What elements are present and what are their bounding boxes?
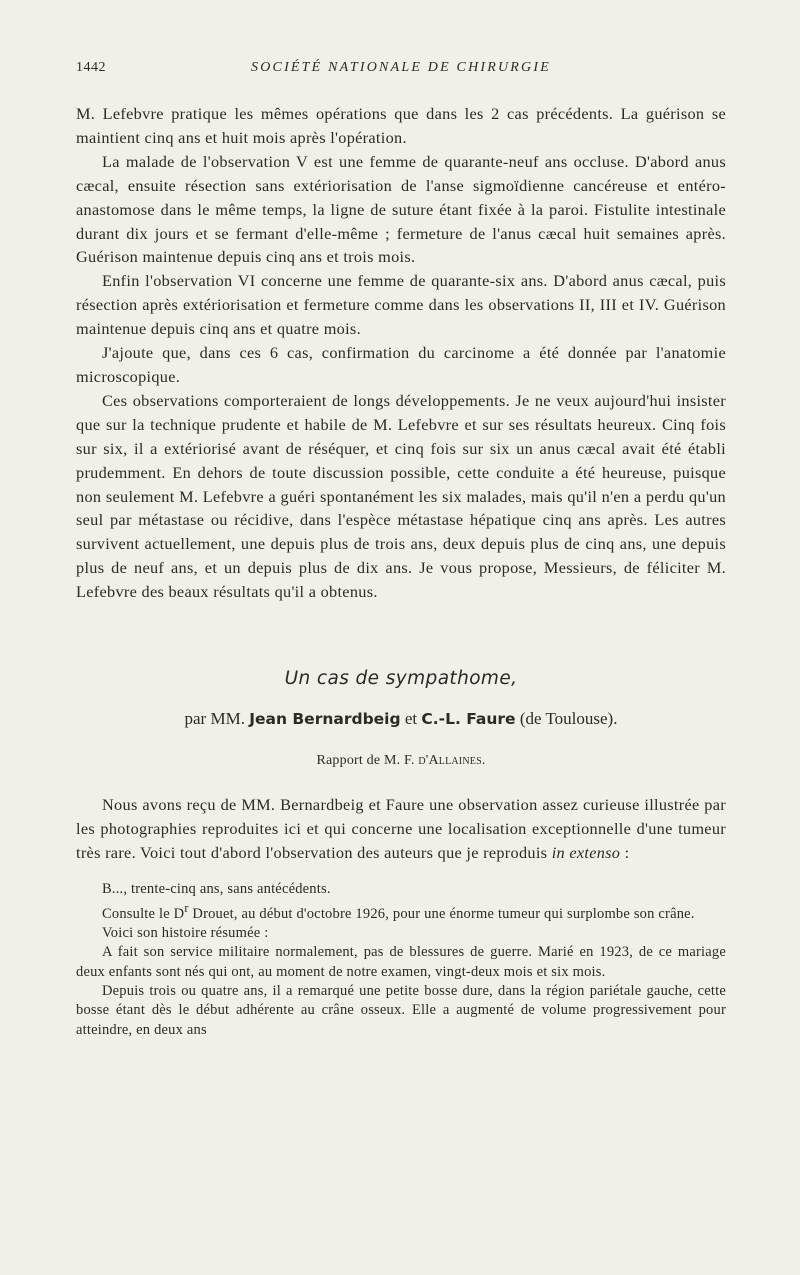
journal-title: SOCIÉTÉ NATIONALE DE CHIRURGIE xyxy=(251,60,551,75)
observation-line: B..., trente-cinq ans, sans antécédents. xyxy=(102,880,331,897)
observation-line: Voici son histoire résumée : xyxy=(102,925,269,942)
article-intro xyxy=(76,793,726,866)
byline xyxy=(76,709,726,729)
paragraph: J'ajoute que, dans ces 6 cas, confirmation du carcinome a été donnée par l'anatomie microscopique. xyxy=(76,343,726,386)
report-continuation xyxy=(76,102,726,604)
byline-conjunction: et xyxy=(404,709,418,729)
observation-line: Depuis trois ou quatre ans, il a remarqué une petite bosse dure, dans la région pariétale gauche, cette bosse étant dès le début adhérente au crâne osseux. Elle a augmenté de volume progressivement pour atteindre, en deux ans xyxy=(76,982,726,1038)
observation-text: Consulte le D xyxy=(102,905,185,922)
observation-line: A fait son service militaire normalement, pas de blessures de guerre. Marié en 1923, de ce mariage deux enfants sont nés qui ont, au moment de notre examen, vingt-deux mois et six mois. xyxy=(76,944,726,980)
intro-italic: in extenso xyxy=(551,843,621,863)
report-line xyxy=(76,753,726,769)
observation-line xyxy=(76,899,726,924)
intro-end: : xyxy=(624,843,630,863)
report-prefix: Rapport de M. F. xyxy=(316,753,415,769)
running-head xyxy=(76,60,726,86)
observation-text: Drouet, au début d'octobre 1926, pour une énorme tumeur qui surplombe son crâne. xyxy=(188,905,695,922)
observation-block xyxy=(76,880,726,1040)
superscript: r xyxy=(184,900,189,915)
author-name: Jean Bernardbeig xyxy=(249,710,401,729)
reporter-name: d'Allaines. xyxy=(418,753,486,769)
page-number: 1442 xyxy=(76,60,106,75)
page xyxy=(76,60,726,1040)
paragraph: La malade de l'observation V est une femme de quarante-neuf ans occluse. D'abord anus cæcal, ensuite résection sans extériorisation de l'anse sigmoïdienne cancéreuse et entéro-anastomose dans le même temps, la ligne de suture étant fixée à la paroi. Fistulite intestinale durant dix jours et se fermant d'elle-même ; fermeture de l'anus cæcal huit semaines après. Guérison maintenue depuis cinq ans et trois mois. xyxy=(76,151,726,267)
author-name: C.-L. Faure xyxy=(421,710,516,729)
author-location: (de Toulouse). xyxy=(519,709,618,729)
byline-prefix: par MM. xyxy=(184,709,245,729)
paragraph: Enfin l'observation VI concerne une femme de quarante-six ans. D'abord anus cæcal, puis résection après extériorisation et fermeture comme dans les observations II, III et IV. Guérison maintenue depuis cinq ans et quatre mois. xyxy=(76,271,726,339)
paragraph: M. Lefebvre pratique les mêmes opérations que dans les 2 cas précédents. La guérison se maintient cinq ans et huit mois après l'opération. xyxy=(76,104,726,147)
paragraph: Ces observations comporteraient de longs développements. Je ne veux aujourd'hui insister que sur la technique prudente et habile de M. Lefebvre et sur ses résultats heureux. Cinq fois sur six, il a extériorisé avant de réséquer, et cinq fois sur six un anus cæcal avait été établi prudemment. En dehors de toute discussion possible, cette conduite a été heureuse, puisque non seulement M. Lefebvre a guéri spontanément les six malades, mais qu'il n'en a perdu qu'un seul par métastase ou récidive, dans l'espèce métastase hépatique cinq ans après. Les autres survivent actuellement, une depuis plus de trois ans, deux depuis plus de cinq ans, une depuis plus de neuf ans, et un depuis plus de dix ans. Je vous propose, Messieurs, de féliciter M. Lefebvre des beaux résultats qu'il a obtenus. xyxy=(76,390,726,602)
intro-text: Nous avons reçu de MM. Bernardbeig et Faure une observation assez curieuse illustrée par les photographies reproduites ici et qui concerne une localisation exceptionnelle d'une tumeur très rare. Voici tout d'abord l'observation des auteurs que je reproduis xyxy=(76,795,726,863)
paragraph xyxy=(76,793,726,866)
article-title: Un cas de sympathome, xyxy=(284,668,518,690)
